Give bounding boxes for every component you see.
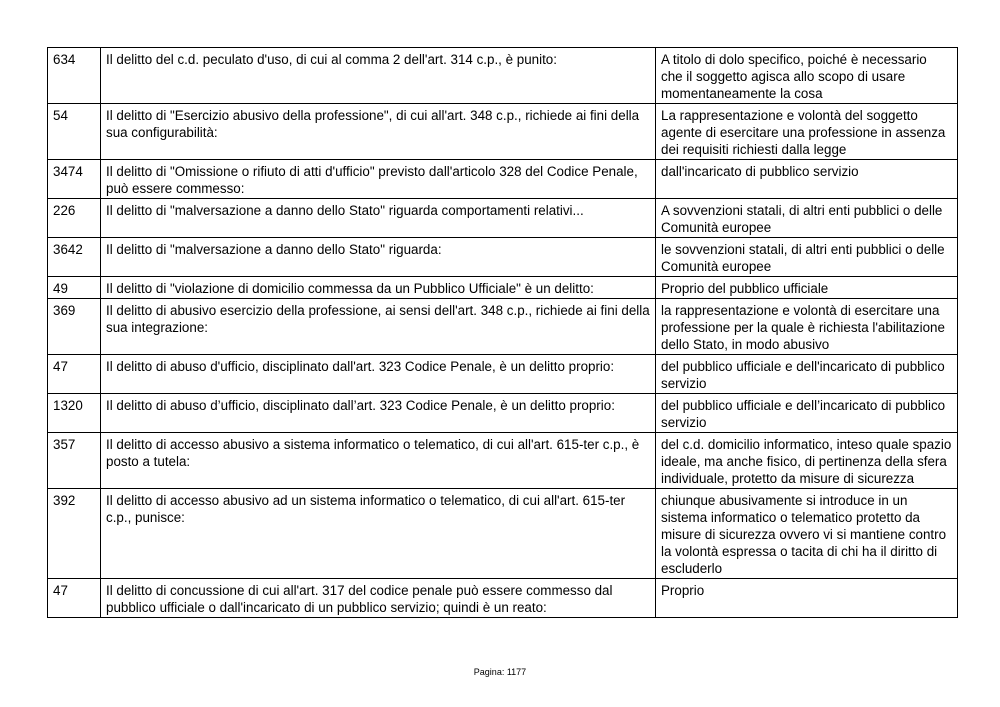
question-id: 3474 bbox=[48, 160, 101, 199]
question-text: Il delitto di "malversazione a danno dello Stato" riguarda: bbox=[101, 238, 656, 277]
answer-text: Proprio bbox=[656, 579, 958, 618]
question-id: 49 bbox=[48, 277, 101, 299]
question-text: Il delitto di accesso abusivo a sistema informatico o telematico, di cui all'art. 615-ter c.p., è posto a tutela: bbox=[101, 433, 656, 489]
questions-table bbox=[47, 47, 958, 618]
question-id: 3642 bbox=[48, 238, 101, 277]
question-id: 634 bbox=[48, 48, 101, 104]
table-row bbox=[48, 299, 958, 355]
table-row bbox=[48, 579, 958, 618]
question-text: Il delitto di concussione di cui all'art. 317 del codice penale può essere commesso dal pubblico ufficiale o dall'incaricato di un pubblico servizio; quindi è un reato: bbox=[101, 579, 656, 618]
answer-text: chiunque abusivamente si introduce in un sistema informatico o telematico protetto da misure di sicurezza ovvero vi si mantiene contro la volontà espressa o tacita di chi ha il diritto di escluderlo bbox=[656, 489, 958, 579]
question-id: 54 bbox=[48, 104, 101, 160]
question-text: Il delitto del c.d. peculato d'uso, di cui al comma 2 dell'art. 314 c.p., è punito: bbox=[101, 48, 656, 104]
answer-text: dall'incaricato di pubblico servizio bbox=[656, 160, 958, 199]
answer-text: la rappresentazione e volontà di esercitare una professione per la quale è richiesta l'abilitazione dello Stato, in modo abusivo bbox=[656, 299, 958, 355]
answer-text: A titolo di dolo specifico, poiché è necessario che il soggetto agisca allo scopo di usare momentaneamente la cosa bbox=[656, 48, 958, 104]
answer-text: del pubblico ufficiale e dell’incaricato di pubblico servizio bbox=[656, 394, 958, 433]
table-row bbox=[48, 238, 958, 277]
table-row bbox=[48, 394, 958, 433]
question-text: Il delitto di "malversazione a danno dello Stato" riguarda comportamenti relativi... bbox=[101, 199, 656, 238]
answer-text: le sovvenzioni statali, di altri enti pubblici o delle Comunità europee bbox=[656, 238, 958, 277]
page-number: Pagina: 1177 bbox=[473, 667, 527, 677]
question-text: Il delitto di accesso abusivo ad un sistema informatico o telematico, di cui all'art. 615-ter c.p., punisce: bbox=[101, 489, 656, 579]
table-row bbox=[48, 355, 958, 394]
answer-text: A sovvenzioni statali, di altri enti pubblici o delle Comunità europee bbox=[656, 199, 958, 238]
question-id: 226 bbox=[48, 199, 101, 238]
question-text: Il delitto di "violazione di domicilio commessa da un Pubblico Ufficiale" è un delitto: bbox=[101, 277, 656, 299]
table-row bbox=[48, 48, 958, 104]
question-id: 1320 bbox=[48, 394, 101, 433]
answer-text: La rappresentazione e volontà del soggetto agente di esercitare una professione in assenza dei requisiti richiesti dalla legge bbox=[656, 104, 958, 160]
table-row bbox=[48, 104, 958, 160]
question-id: 47 bbox=[48, 355, 101, 394]
question-id: 47 bbox=[48, 579, 101, 618]
question-text: Il delitto di abuso d'ufficio, disciplinato dall'art. 323 Codice Penale, è un delitto proprio: bbox=[101, 355, 656, 394]
answer-text: del pubblico ufficiale e dell'incaricato di pubblico servizio bbox=[656, 355, 958, 394]
answer-text: Proprio del pubblico ufficiale bbox=[656, 277, 958, 299]
questions-table-body bbox=[48, 48, 958, 618]
answer-text: del c.d. domicilio informatico, inteso quale spazio ideale, ma anche fisico, di pertinenza della sfera individuale, protetto da misure di sicurezza bbox=[656, 433, 958, 489]
question-text: Il delitto di abusivo esercizio della professione, ai sensi dell'art. 348 c.p., richiede ai fini della sua integrazione: bbox=[101, 299, 656, 355]
question-text: Il delitto di "Esercizio abusivo della professione", di cui all'art. 348 c.p., richiede ai fini della sua configurabilità: bbox=[101, 104, 656, 160]
question-id: 357 bbox=[48, 433, 101, 489]
question-text: Il delitto di "Omissione o rifiuto di atti d'ufficio" previsto dall'articolo 328 del Codice Penale, può essere commesso: bbox=[101, 160, 656, 199]
table-row bbox=[48, 199, 958, 238]
question-text: Il delitto di abuso d’ufficio, disciplinato dall’art. 323 Codice Penale, è un delitto proprio: bbox=[101, 394, 656, 433]
question-id: 369 bbox=[48, 299, 101, 355]
question-id: 392 bbox=[48, 489, 101, 579]
table-row bbox=[48, 433, 958, 489]
table-row bbox=[48, 489, 958, 579]
table-row bbox=[48, 160, 958, 199]
table-row bbox=[48, 277, 958, 299]
